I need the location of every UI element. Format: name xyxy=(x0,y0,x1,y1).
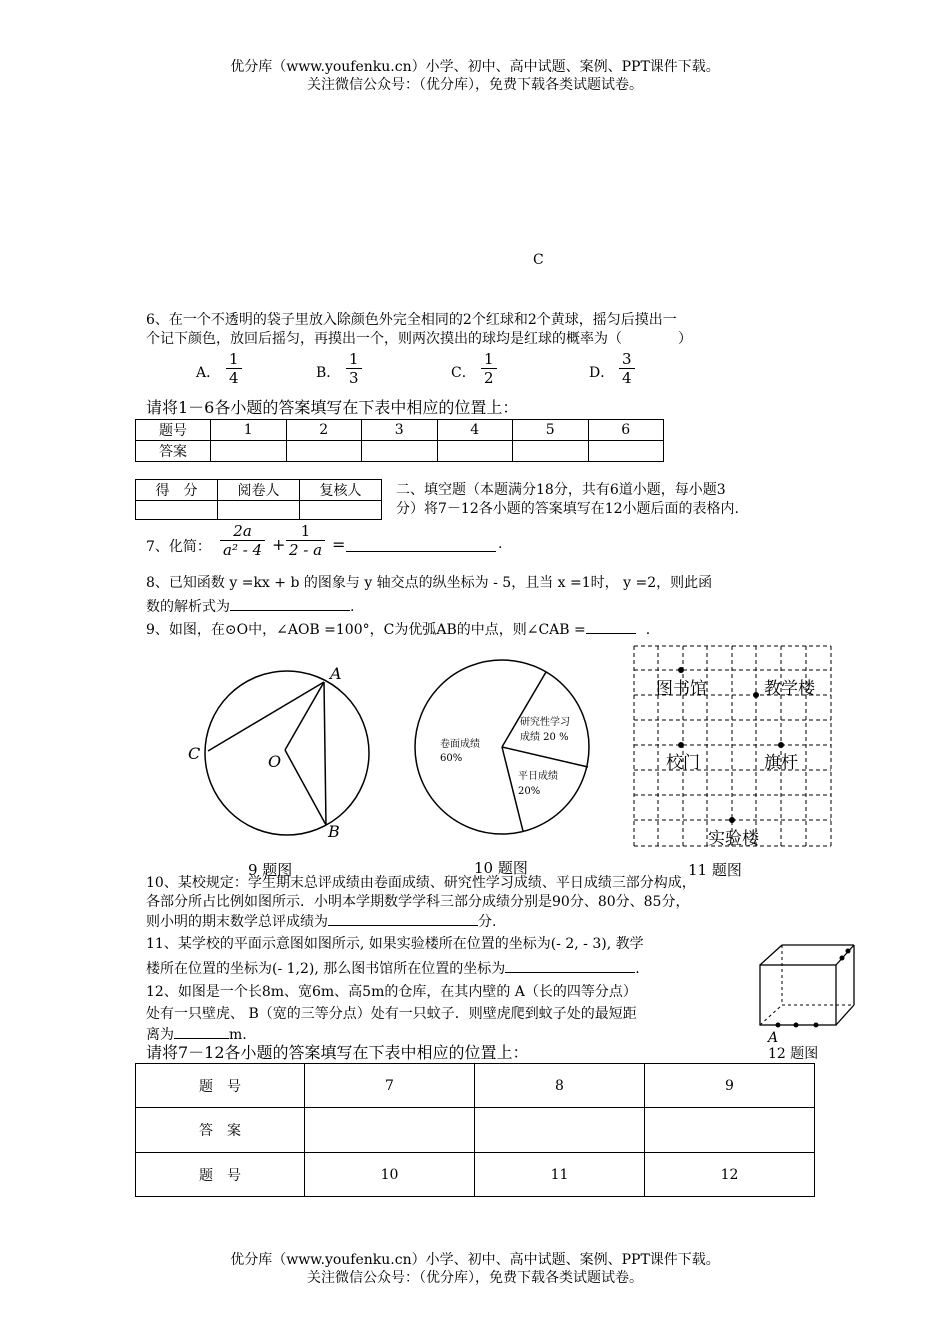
score-box xyxy=(135,479,382,520)
section2-line1: 二、填空题（本题满分18分，共有6道小题，每小题3 xyxy=(396,482,726,498)
table1-number: 5 xyxy=(513,420,589,441)
q6-options xyxy=(196,350,656,394)
section2-line2: 分）将7－12各小题的答案填写在12小题后面的表格内. xyxy=(396,501,739,517)
fig12-edge xyxy=(836,945,854,965)
q7-equals: = xyxy=(332,535,346,554)
page-footer-line1: 优分库（www.youfenku.cn）小学、初中、高中试题、案例、PPT课件下载。 xyxy=(230,1252,720,1268)
score-box-cell[interactable] xyxy=(218,501,300,520)
fig11-label-library: 图书馆 xyxy=(656,679,707,699)
q8-line1: 8、已知函数 y =kx + b 的图象与 y 轴交点的纵坐标为 - 5，且当 x =1时， y =2，则此函 xyxy=(146,575,713,591)
fig11-label-gate: 校门 xyxy=(666,753,700,773)
table1-answer-cell[interactable] xyxy=(362,441,438,462)
table1-row1-label: 题号 xyxy=(136,420,211,441)
fig12-caption: 12 题图 xyxy=(768,1046,819,1062)
q12-end: m. xyxy=(229,1027,247,1043)
q6-line2: 个记下颜色，放回后摇匀，再摸出一个，则两次摸出的球均是红球的概率为（ ） xyxy=(146,331,692,347)
q6-option-c-label: C． xyxy=(451,365,476,381)
q8-end: . xyxy=(350,599,355,615)
table2-instruction: 请将7－12各小题的答案填写在下表中相应的位置上： xyxy=(146,1043,529,1062)
table2-number: 10 xyxy=(305,1153,475,1197)
figure-9 xyxy=(180,655,380,885)
fig12-point-b xyxy=(840,956,845,961)
fig9-label-b: B xyxy=(328,822,340,841)
q7-answer-blank[interactable] xyxy=(346,534,496,552)
table1-answer-cell[interactable] xyxy=(211,441,287,462)
fig11-label-teaching: 教学楼 xyxy=(764,679,815,699)
fig9-radius-oa xyxy=(285,682,324,750)
q10-end: 分. xyxy=(478,914,497,930)
table2-row2-label: 答 案 xyxy=(136,1108,305,1153)
fig9-label-c: C xyxy=(188,744,201,763)
figure-10 xyxy=(410,655,600,885)
table1-answer-cell[interactable] xyxy=(513,441,589,462)
q10-line3-text: 则小明的期末数学总评成绩为 xyxy=(146,914,328,930)
q6-option-b-fraction xyxy=(346,350,362,387)
table1-instruction: 请将1－6各小题的答案填写在下表中相应的位置上： xyxy=(146,398,519,417)
table2-row1-label: 题 号 xyxy=(136,1064,305,1108)
page-header-line2: 关注微信公众号：（优分库），免费下载各类试题试卷。 xyxy=(307,77,643,93)
q10-answer-blank[interactable] xyxy=(328,911,478,926)
q7 xyxy=(146,522,546,568)
table2-number: 11 xyxy=(475,1153,645,1197)
q8-line2-text: 数的解析式为 xyxy=(146,599,230,615)
table2-number: 7 xyxy=(305,1064,475,1108)
fig11-caption: 11 题图 xyxy=(688,861,742,879)
q6-option-c-fraction xyxy=(481,350,497,387)
table2-number: 8 xyxy=(475,1064,645,1108)
q9-line xyxy=(146,619,650,640)
table1-number: 2 xyxy=(286,420,362,441)
q12-answer-blank[interactable] xyxy=(174,1024,229,1039)
table1-number: 4 xyxy=(437,420,513,441)
figure-11 xyxy=(626,640,836,880)
fig10-slice-daily-name: 平日成绩 xyxy=(518,771,558,782)
fig11-point-gate xyxy=(678,742,684,748)
answer-table-1 xyxy=(135,419,664,462)
q6-option-d-label: D． xyxy=(589,365,615,381)
table2-number: 9 xyxy=(645,1064,815,1108)
q6-option-a-label: A． xyxy=(196,365,221,381)
q11-end: . xyxy=(635,961,640,977)
fig12-point xyxy=(846,949,851,954)
q9-answer-blank[interactable] xyxy=(586,619,636,634)
table1-answer-cell[interactable] xyxy=(588,441,664,462)
q6-option-d-fraction xyxy=(619,350,635,387)
q6-option-c-num: 1 xyxy=(481,350,497,369)
table1-row2-label: 答案 xyxy=(136,441,211,462)
fig10-slice-exam-name: 卷面成绩 xyxy=(440,739,480,750)
fig12-edge xyxy=(760,945,782,965)
q10-line1: 10、某校规定：学生期末总评成绩由卷面成绩、研究性学习成绩、平日成绩三部分构成， xyxy=(146,875,696,891)
fig12-label-a: A xyxy=(768,1030,779,1046)
score-box-header: 复核人 xyxy=(300,480,382,501)
fig11-point-library xyxy=(678,667,684,673)
fig12-hidden-edge xyxy=(760,1005,782,1025)
q12-line1: 12、如图是一个长8m、宽6m、高5m的仓库，在其内壁的 A（长的四等分点） xyxy=(146,984,637,1000)
table1-number: 1 xyxy=(211,420,287,441)
table1-answer-cell[interactable] xyxy=(437,441,513,462)
fig12-front-face xyxy=(760,965,836,1025)
table2-row3-label: 题 号 xyxy=(136,1153,305,1197)
q6-option-b-num: 1 xyxy=(346,350,362,369)
q11-line2-text: 楼所在位置的坐标为(- 1,2), 那么图书馆所在位置的坐标为 xyxy=(146,961,506,977)
table2-answer-cell[interactable] xyxy=(645,1108,815,1153)
fig12-point xyxy=(794,1023,799,1028)
fig9-chord-ac xyxy=(208,682,324,751)
figure-12 xyxy=(750,940,860,1065)
q11-line1: 11、某学校的平面示意图如图所示, 如果实验楼所在位置的坐标为(- 2, - 3), 教学 xyxy=(146,936,644,952)
fig12-edge xyxy=(836,1005,854,1025)
fig9-label-a: A xyxy=(330,664,342,683)
q7-fraction-2-num: 1 xyxy=(286,522,325,541)
q6-option-b-label: B． xyxy=(316,365,341,381)
page-footer-line2: 关注微信公众号：（优分库），免费下载各类试题试卷。 xyxy=(307,1270,643,1286)
q7-plus: + xyxy=(272,535,286,554)
fig10-slice-exam-percent: 60% xyxy=(440,753,463,764)
fig10-slice-research-name: 研究性学习 xyxy=(520,717,570,728)
fig12-point xyxy=(814,1023,819,1028)
fig10-slice-research-percent: 成绩 20 % xyxy=(520,732,569,743)
score-box-header: 阅卷人 xyxy=(218,480,300,501)
score-box-cell[interactable] xyxy=(136,501,218,520)
q7-fraction-1-den: a² - 4 xyxy=(223,541,263,559)
q6-option-a-den: 4 xyxy=(229,369,239,387)
q8-line2 xyxy=(146,596,354,617)
table2-answer-cell[interactable] xyxy=(475,1108,645,1153)
q6-option-d-den: 4 xyxy=(622,369,632,387)
fig9-radius-ob xyxy=(285,750,326,825)
q7-end: . xyxy=(498,536,503,552)
table1-number: 6 xyxy=(588,420,664,441)
q6-option-a-fraction xyxy=(226,350,242,387)
fig10-caption: 10 题图 xyxy=(474,859,528,877)
q12-line2: 处有一只壁虎、 B（宽的三等分点）处有一只蚊子．则壁虎爬到蚊子处的最短距 xyxy=(146,1006,637,1022)
q9-end: . xyxy=(645,622,651,638)
q6-line1: 6、在一个不透明的袋子里放入除颜色外完全相同的2个红球和2个黄球，摇匀后摸出一 xyxy=(146,312,677,328)
q8-answer-blank[interactable] xyxy=(230,596,350,611)
fig11-grid xyxy=(634,646,831,846)
table1-number: 3 xyxy=(362,420,438,441)
q7-fraction-1 xyxy=(220,522,265,559)
stray-letter: C xyxy=(533,252,544,268)
score-box-header: 得 分 xyxy=(136,480,218,501)
q10-line3 xyxy=(146,911,496,932)
q12-line3 xyxy=(146,1024,247,1045)
q11-line2 xyxy=(146,958,640,979)
q6-option-c-den: 2 xyxy=(484,369,494,387)
q7-fraction-1-num: 2a xyxy=(220,522,265,541)
fig9-chord-ab xyxy=(324,682,326,825)
table2-answer-cell[interactable] xyxy=(305,1108,475,1153)
q6-option-b-den: 3 xyxy=(349,369,359,387)
page-header-line1: 优分库（www.youfenku.cn）小学、初中、高中试题、案例、PPT课件下载。 xyxy=(230,59,720,75)
fig11-point-lab xyxy=(729,817,735,823)
fig9-label-o: O xyxy=(268,752,282,771)
score-box-cell[interactable] xyxy=(300,501,382,520)
fig10-slice-daily-percent: 20% xyxy=(518,786,541,797)
table2-number: 12 xyxy=(645,1153,815,1197)
q11-answer-blank[interactable] xyxy=(505,958,635,973)
fig11-label-lab: 实验楼 xyxy=(708,829,759,849)
q7-fraction-2-den: 2 - a xyxy=(289,541,323,559)
fig11-point-teaching xyxy=(753,692,759,698)
q9-text: 9、如图，在⊙O中，∠AOB =100°，C为优弧AB的中点，则∠CAB = xyxy=(146,622,586,638)
q6-option-d-num: 3 xyxy=(619,350,635,369)
q10-line2: 各部分所占比例如图所示．小明本学期数学学科三部分成绩分别是90分、80分、85分， xyxy=(146,894,690,910)
q6-option-a-num: 1 xyxy=(226,350,242,369)
q7-prefix: 7、化简： xyxy=(146,539,211,555)
q12-line3-text: 离为 xyxy=(146,1027,174,1043)
fig9-caption: 9 题图 xyxy=(248,861,293,879)
answer-table-2 xyxy=(135,1063,815,1197)
fig11-label-flag: 旗杆 xyxy=(764,753,798,773)
fig12-point-a xyxy=(776,1023,781,1028)
table1-answer-cell[interactable] xyxy=(286,441,362,462)
fig11-point-flag xyxy=(778,742,784,748)
fig10-divider-2 xyxy=(502,747,588,767)
q7-fraction-2 xyxy=(286,522,325,559)
